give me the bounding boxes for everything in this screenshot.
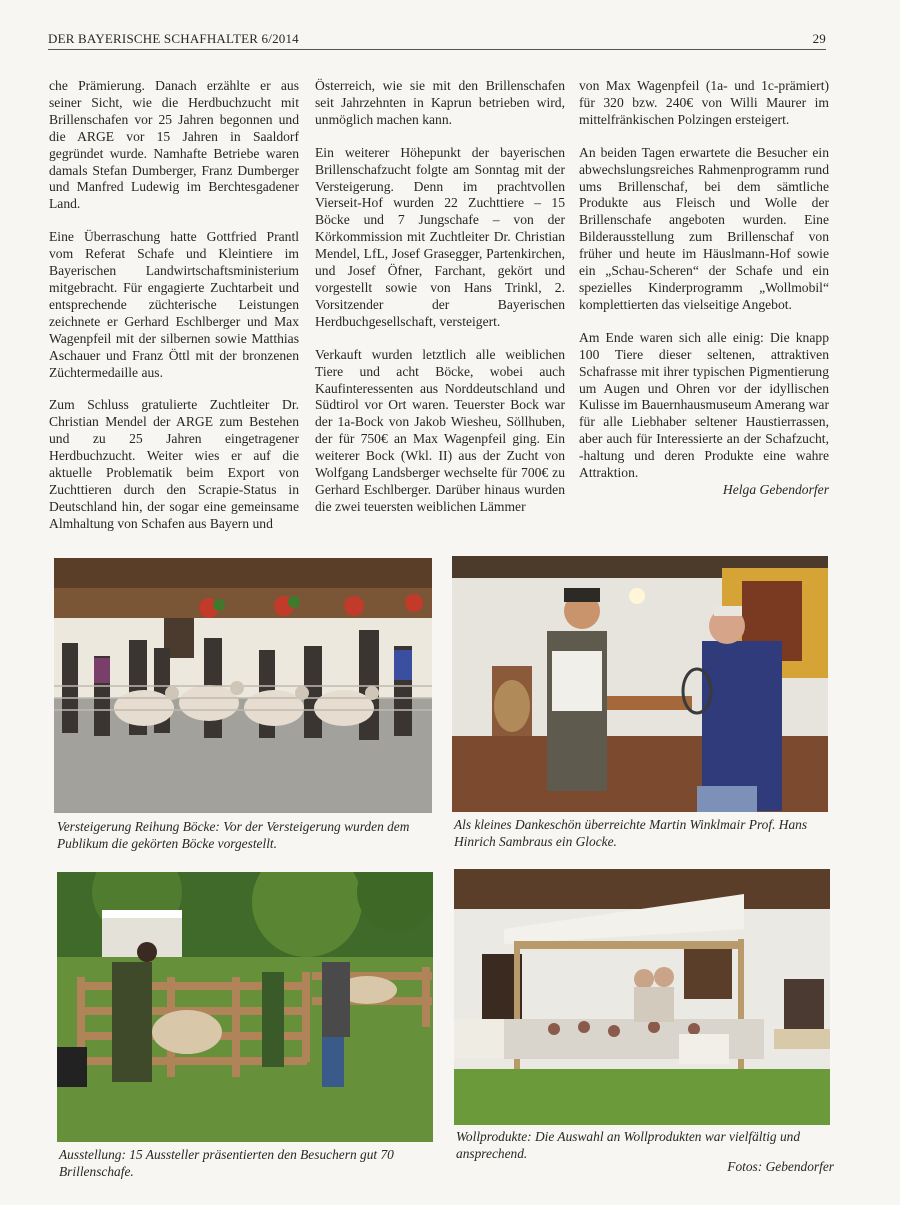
photo-rams-auction bbox=[54, 558, 432, 813]
paragraph: Zum Schluss gratulierte Zuchtleiter Dr. Christian Mendel der ARGE zum Bestehen und zu 25 Jahren eingetragener Herdbuchzucht. Weiter wies er auf die aktuelle Problematik beim Export von Zuchttieren durch den Scrapie-Status in Deutschland hin, der sogar eine gemeinsame Almhaltung von Schafen aus Bayern und bbox=[49, 397, 299, 531]
photo-wool-products bbox=[454, 869, 830, 1125]
paragraph: An beiden Tagen erwartete die Besucher ein abwechslungsreiches Rahmenprogramm rund ums Brillenschaf, bei dem sämtliche Produkte aus Fleisch und Wolle der Brillenschafe angeboten wurden. Eine Bilderausstellung zum Brillenschaf von früher und heute im Häuslmann-Hof sowie ein „Schau-Scheren“ der Schafe und ein spezielles Kinderprogramm „Wollmobil“ komplettierten das vielseitige Angebot. bbox=[579, 144, 829, 312]
publication-title: DER BAYERISCHE SCHAFHALTER 6/2014 bbox=[48, 31, 299, 46]
caption-photo-2: Als kleines Dankeschön überreichte Martin Winklmair Prof. Hans Hinrich Sambraus ein Glocke. bbox=[454, 817, 808, 849]
article-body bbox=[49, 78, 829, 533]
paragraph: von Max Wagenpfeil (1a- und 1c-prämiert) für 320 bzw. 240€ von Willi Maurer im mittelfränkischen Polzingen ersteigert. bbox=[579, 78, 829, 127]
paragraph: Eine Überraschung hatte Gottfried Prantl vom Referat Schafe und Kleintiere im Bayerischen Landwirtschaftsministerium mitgebracht. Für engagierte Zuchtarbeit und entsprechende züchterische Leistungen zeichnete er Gerhard Eschlberger und Max Wagenpfeil mit der silbernen sowie Matthias Aschauer und Franz Öttl mit der bronzenen Züchtermedaille aus. bbox=[49, 229, 299, 380]
caption-photo-3: Ausstellung: 15 Aussteller präsentierten den Besuchern gut 70 Brillenschafe. bbox=[59, 1147, 394, 1179]
paragraph: Am Ende waren sich alle einig: Die knapp 100 Tiere dieser seltenen, attraktiven Schafrasse mit ihrer typischen Pigmentierung um Augen und Ohren vor der idyllischen Kulisse im Bauernhausmuseum Amerang war für alle Liebhaber seltener Haustierrassen, aber auch für Interessierte an der Schafzucht, -haltung und deren Produkte eine wahre Attraktion. bbox=[579, 329, 829, 481]
paragraph: che Prämierung. Danach erzählte er aus seiner Sicht, wie die Herdbuchzucht mit Brillenschafen vor 25 Jahren begonnen und die ARGE vor 15 Jahren in Saaldorf gegründet wurde. Namhafte Betriebe waren damals Stefan Dumberger, Franz Dumberger und Manfred Ludewig im Berchtesgadener Land. bbox=[49, 78, 299, 212]
author-byline: Helga Gebendorfer bbox=[722, 481, 829, 497]
text-column-1 bbox=[49, 78, 299, 549]
page-number: 29 bbox=[812, 31, 826, 46]
photo-exhibition-pens bbox=[57, 872, 433, 1142]
paragraph: Ein weiterer Höhepunkt der bayerischen Brillenschafzucht folgte am Sonntag mit der Versteigerung. Denn im prachtvollen Vierseit-Hof wurden 22 Zuchttiere – 15 Böcke und 7 Jungschafe – von der Körkommission mit Zuchtleiter Dr. Christian Mendel, LfL, Josef Grasegger, Partenkirchen, und Josef Öfner, Farchant, gekört und vorgestellt sowie von Hans Trinkl, 2. Vorsitzender der Bayerischen Herdbuchgesellschaft, versteigert. bbox=[315, 144, 565, 329]
paragraph: Verkauft wurden letztlich alle weiblichen Tiere und acht Böcke, wobei auch Kaufinteressenten aus Norddeutschland und Südtirol vor Ort waren. Teuerster Bock war der 1a-Bock von Jakob Wiesheu, Söllhuben, der für 750€ an Max Wagenpfeil ging. Ein weiterer Bock (Wkl. II) aus der Zucht von Wolfgang Landsberger wechselte für 700€ zu Gerhard Eschlberger. Darüber hinaus wurden die zwei teuersten weiblichen Lämmer bbox=[315, 346, 565, 514]
paragraph: Österreich, wie sie mit den Brillenschafen seit Jahrzehnten in Kaprun betrieben wird, unmöglich machen kann. bbox=[315, 78, 565, 127]
text-column-3 bbox=[579, 78, 829, 515]
caption-photo-4: Wollprodukte: Die Auswahl an Wollprodukten war vielfältig und ansprechend. bbox=[456, 1129, 801, 1161]
text-column-2 bbox=[315, 78, 565, 532]
photo-credit: Fotos: Gebendorfer bbox=[727, 1159, 834, 1174]
photo-bell-handover bbox=[452, 556, 828, 812]
caption-photo-1: Versteigerung Reihung Böcke: Vor der Versteigerung wurden dem Publikum die gekörten Böcke vorgestellt. bbox=[57, 819, 410, 851]
running-header bbox=[48, 30, 826, 50]
